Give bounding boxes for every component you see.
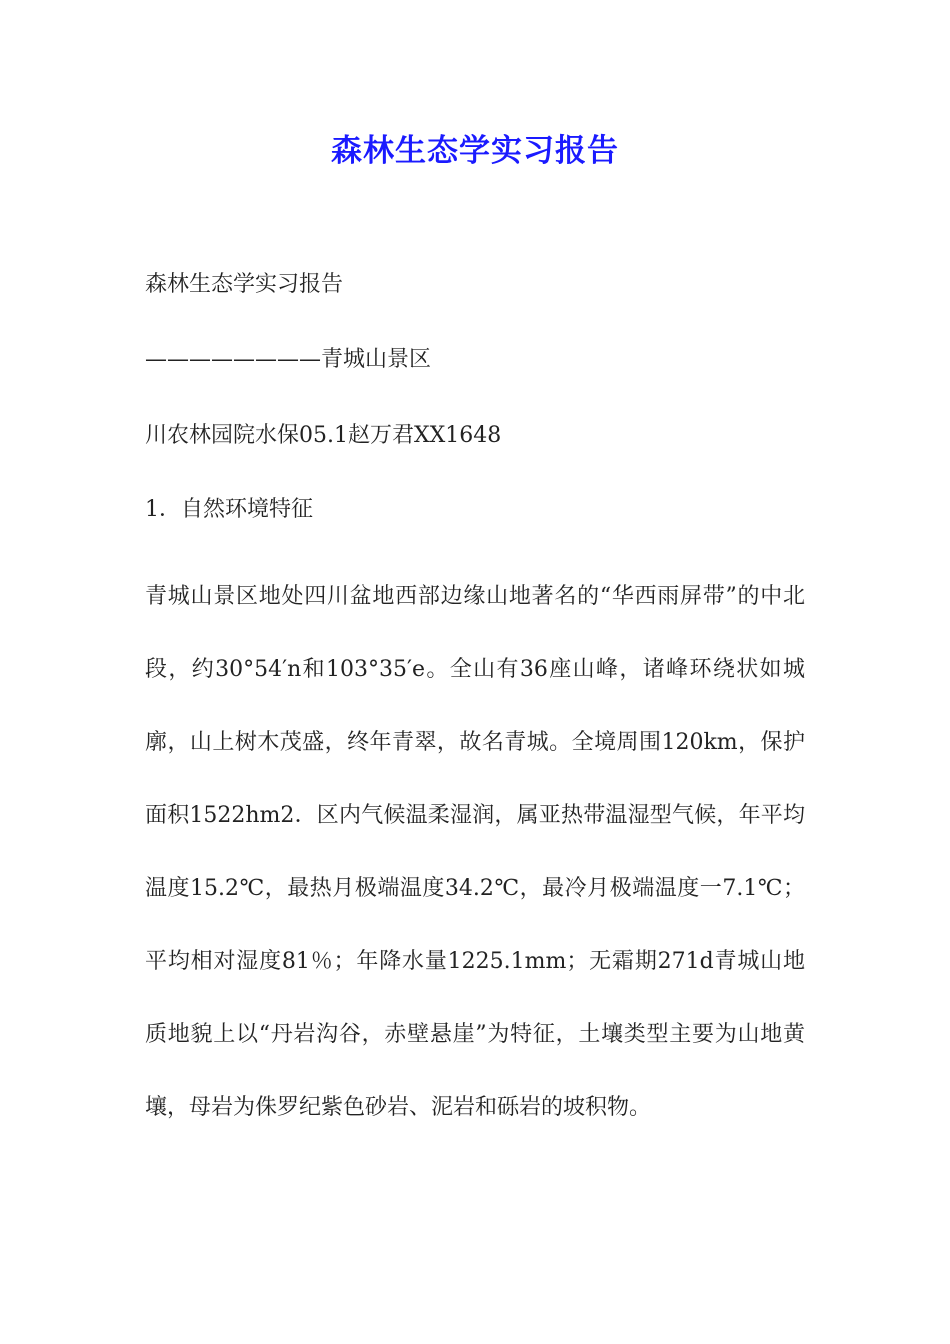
location-line: ————————青城山景区 [145, 347, 432, 372]
section-heading: 1．自然环境特征 [145, 497, 313, 522]
document-title: 森林生态学实习报告 [331, 133, 619, 169]
author-line: 川农林园院水保05.1赵万君XX1648 [145, 423, 502, 448]
subtitle-line: 森林生态学实习报告 [145, 272, 344, 297]
body-paragraph: 青城山景区地处四川盆地西部边缘山地著名的“华西雨屏带”的中北段，约30°54′n和103°35′e。全山有36座山峰，诸峰环绕状如城廓，山上树木茂盛，终年青翠，故名青城。全境周围120km，保护面积1522hm2．区内气候温柔湿润，属亚热带温湿型气候，年平均温度15.2℃，最热月极端温度34.2℃，最冷月极端温度一7.1℃；平均相对湿度81％；年降水量1225.1mm；无霜期271d青城山地质地貌上以“丹岩沟谷，赤壁悬崖”为特征，土壤类型主要为山地黄壤，母岩为侏罗纪紫色砂岩、泥岩和砾岩的坡积物。 [145, 584, 805, 1120]
